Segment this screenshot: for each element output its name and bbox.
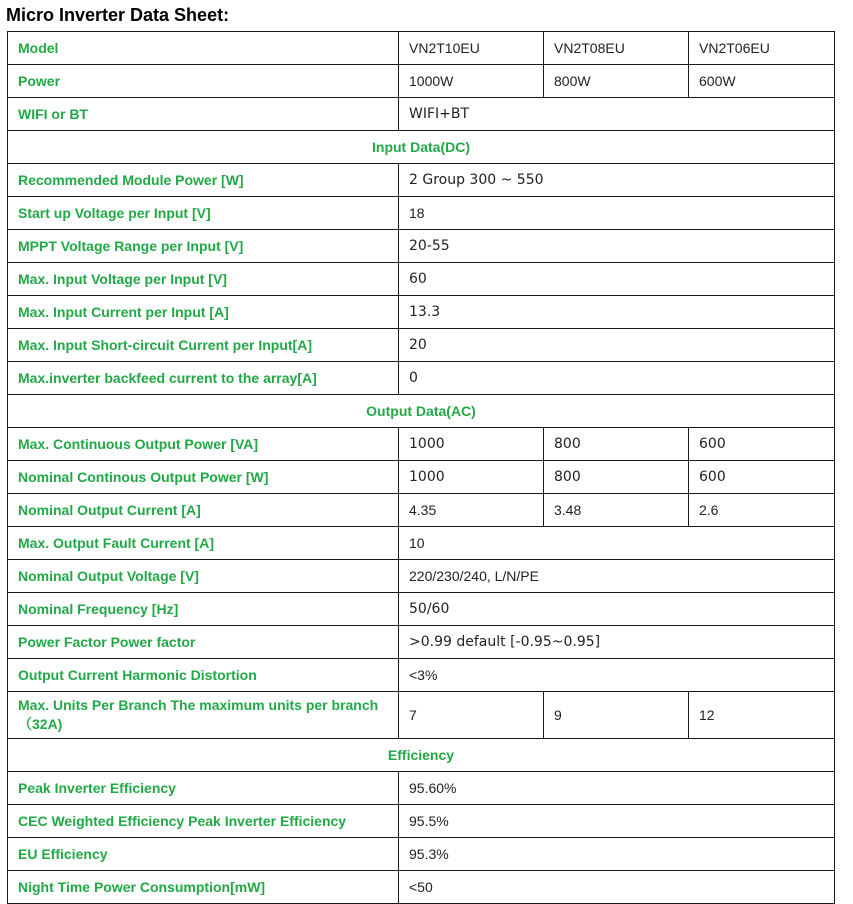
row-label: Recommended Module Power [W]	[8, 164, 399, 197]
row-label: Max. Input Voltage per Input [V]	[8, 263, 399, 296]
table-row	[8, 197, 835, 230]
row-value: 0	[399, 362, 835, 395]
table-row	[8, 329, 835, 362]
row-label: Nominal Frequency [Hz]	[8, 593, 399, 626]
row-label: Max. Continuous Output Power [VA]	[8, 428, 399, 461]
row-value: 60	[399, 263, 835, 296]
table-row	[8, 164, 835, 197]
page-title: Micro Inverter Data Sheet:	[6, 5, 230, 25]
model-cell: VN2T10EU	[399, 32, 544, 65]
row-value: 4.35	[399, 494, 544, 527]
row-value: 1000	[399, 461, 544, 494]
input-section-title: Input Data(DC)	[8, 131, 835, 164]
row-value: >0.99 default [-0.95~0.95]	[399, 626, 835, 659]
table-row	[8, 494, 835, 527]
output-section-title: Output Data(AC)	[8, 395, 835, 428]
table-row	[8, 230, 835, 263]
table-row	[8, 871, 835, 904]
wifi-label: WIFI or BT	[8, 98, 399, 131]
row-value: 600	[689, 428, 835, 461]
table-row	[8, 527, 835, 560]
table-row	[8, 560, 835, 593]
power-cell: 600W	[689, 65, 835, 98]
row-value: 220/230/240, L/N/PE	[399, 560, 835, 593]
row-value: 13.3	[399, 296, 835, 329]
section-header-row	[8, 395, 835, 428]
table-row	[8, 65, 835, 98]
row-label: Max. Input Short-circuit Current per Input[A]	[8, 329, 399, 362]
table-row	[8, 772, 835, 805]
row-value: 800	[544, 461, 689, 494]
table-row	[8, 32, 835, 65]
row-label: Max.inverter backfeed current to the array[A]	[8, 362, 399, 395]
row-label: Nominal Output Voltage [V]	[8, 560, 399, 593]
row-label: CEC Weighted Efficiency Peak Inverter Efficiency	[8, 805, 399, 838]
row-label: Night Time Power Consumption[mW]	[8, 871, 399, 904]
table-row	[8, 428, 835, 461]
power-cell: 1000W	[399, 65, 544, 98]
row-value: 95.5%	[399, 805, 835, 838]
table-row	[8, 461, 835, 494]
row-value: 95.60%	[399, 772, 835, 805]
row-value: 20	[399, 329, 835, 362]
row-label: Power Factor Power factor	[8, 626, 399, 659]
row-value: <3%	[399, 659, 835, 692]
row-value: 12	[689, 692, 835, 739]
table-row	[8, 626, 835, 659]
row-value: 10	[399, 527, 835, 560]
row-value: 9	[544, 692, 689, 739]
row-label: Nominal Output Current [A]	[8, 494, 399, 527]
datasheet-table	[7, 31, 835, 904]
row-value: 800	[544, 428, 689, 461]
row-label: Max. Output Fault Current [A]	[8, 527, 399, 560]
row-label: Start up Voltage per Input [V]	[8, 197, 399, 230]
section-header-row	[8, 131, 835, 164]
row-value: 3.48	[544, 494, 689, 527]
row-value: 7	[399, 692, 544, 739]
row-value: 50/60	[399, 593, 835, 626]
table-row	[8, 98, 835, 131]
model-cell: VN2T06EU	[689, 32, 835, 65]
row-label: Output Current Harmonic Distortion	[8, 659, 399, 692]
row-label: Nominal Continous Output Power [W]	[8, 461, 399, 494]
table-row	[8, 659, 835, 692]
row-value: 95.3%	[399, 838, 835, 871]
model-cell: VN2T08EU	[544, 32, 689, 65]
row-value: 1000	[399, 428, 544, 461]
table-row	[8, 805, 835, 838]
row-label: Max. Units Per Branch The maximum units per branch（32A)	[8, 692, 399, 739]
power-cell: 800W	[544, 65, 689, 98]
row-value: 2 Group 300 ~ 550	[399, 164, 835, 197]
row-label: Max. Input Current per Input [A]	[8, 296, 399, 329]
wifi-value: WIFI+BT	[399, 98, 835, 131]
model-label: Model	[8, 32, 399, 65]
row-value: 600	[689, 461, 835, 494]
row-value: <50	[399, 871, 835, 904]
table-row	[8, 263, 835, 296]
table-row	[8, 296, 835, 329]
row-value: 20-55	[399, 230, 835, 263]
row-label: EU Efficiency	[8, 838, 399, 871]
table-row	[8, 692, 835, 739]
row-value: 2.6	[689, 494, 835, 527]
power-label: Power	[8, 65, 399, 98]
table-row	[8, 593, 835, 626]
table-row	[8, 362, 835, 395]
section-header-row	[8, 739, 835, 772]
efficiency-section-title: Efficiency	[8, 739, 835, 772]
row-label: MPPT Voltage Range per Input [V]	[8, 230, 399, 263]
table-row	[8, 838, 835, 871]
row-label: Peak Inverter Efficiency	[8, 772, 399, 805]
row-value: 18	[399, 197, 835, 230]
